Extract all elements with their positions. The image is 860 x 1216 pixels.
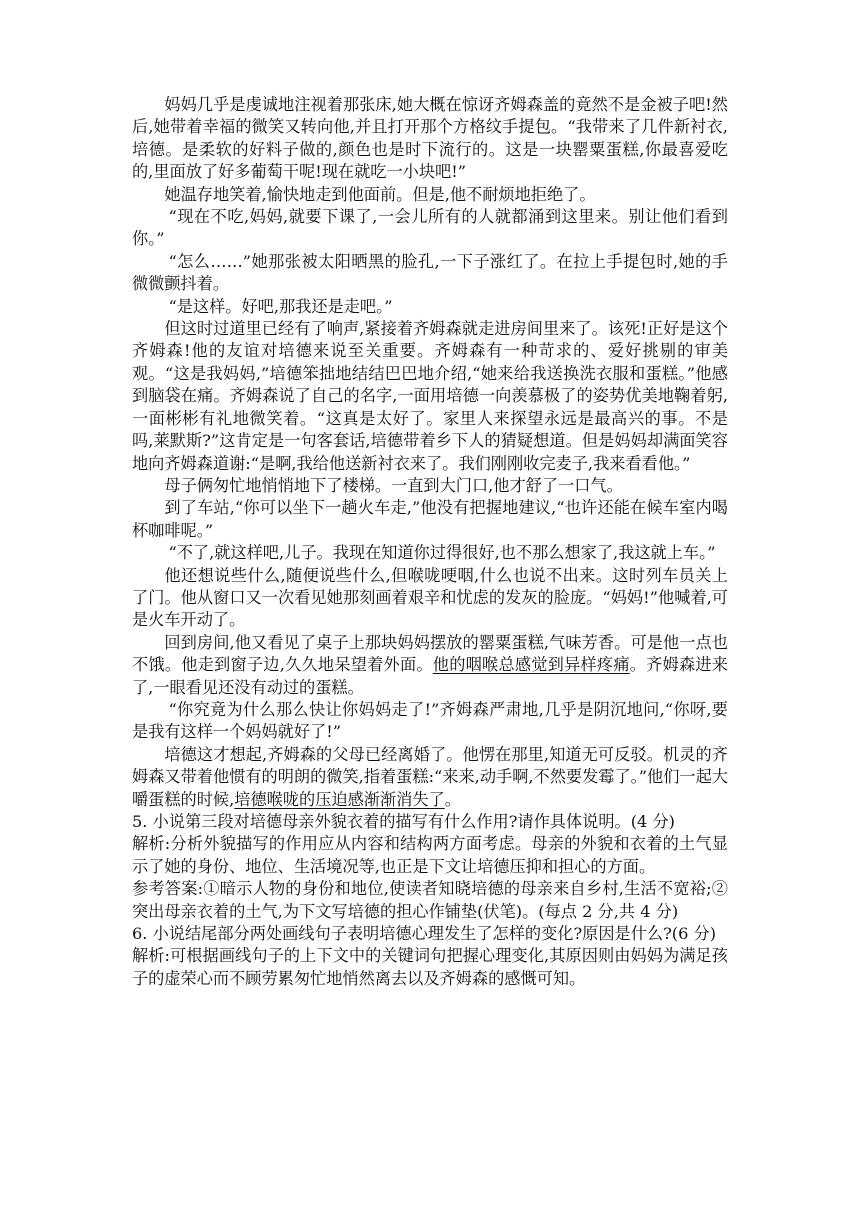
question-5-answer: 参考答案:①暗示人物的身份和地位,使读者知晓培德的母亲来自乡村,生活不宽裕;②突出母亲衣着的土气,为下文写培德的担心作铺垫(伏笔)。(每点 2 分,共 4 分) — [132, 879, 728, 921]
story-paragraph-10: 他还想说些什么,随便说些什么,但喉咙哽咽,什么也说不出来。这时列车员关上了门。他从窗口又一次看见她那刻画着艰辛和忧虑的发灰的脸庞。“妈妈!”他喊着,可是火车开动了。 — [132, 565, 728, 630]
story-paragraph-9: “不了,就这样吧,儿子。我现在知道你过得很好,也不那么想家了,我这就上车。” — [168, 543, 716, 563]
story-paragraph-12: “你究竟为什么那么快让你妈妈走了!”齐姆森严肃地,几乎是阴沉地问,“你呀,要是我有这样一个妈妈就好了!” — [132, 699, 728, 742]
question-6-analysis: 解析:可根据画线句子的上下文中的关键词句把握心理变化,其原因则由妈妈为满足孩子的虚荣心而不顾劳累匆忙地悄然离去以及齐姆森的感慨可知。 — [132, 946, 728, 988]
story-paragraph-11-text-before: 回到房间,他又看见了桌子上那块妈妈摆放的罂粟蛋糕,气味芳香。可是他一点也不饿。他走到窗子边,久久地呆望着外面。 — [132, 632, 728, 675]
underlined-sentence-2: 培德喉咙的压迫感渐渐消失了 — [234, 789, 445, 809]
story-paragraph-8: 到了车站,“你可以坐下一趟火车走,”他没有把握地建议,“也许还能在候车室内喝杯咖啡呢。” — [132, 498, 728, 540]
story-paragraph-11-text-after: 。齐姆森进来了,一眼看见还没有动过的蛋糕。 — [132, 655, 728, 697]
question-5-analysis: 解析:分析外貌描写的作用应从内容和结构两方面考虑。母亲的外貌和衣着的土气显示了她的身份、地位、生活境况等,也正是下文让培德压抑和担心的方面。 — [132, 834, 728, 876]
story-paragraph-1: 妈妈几乎是虔诚地注视着那张床,她大概在惊讶齐姆森盖的竟然不是金被子吧!然后,她带着幸福的微笑又转向他,并且打开那个方格纹手提包。“我带来了几件新衬衣,培德。是柔软的好料子做的,颜色也是时下流行的。这是一块罂粟蛋糕,你最喜爱吃的,里面放了好多葡萄干呢!现在就吃一小块吧!” — [132, 95, 728, 182]
story-paragraph-13-text-after: 。 — [444, 789, 461, 809]
question-6-title: 6. 小说结尾部分两处画线句子表明培德心理发生了怎样的变化?原因是什么?(6 分) — [132, 924, 717, 944]
story-paragraph-4: “怎么……”她那张被太阳晒黑的脸孔,一下子涨红了。在拉上手提包时,她的手微微颤抖着。 — [132, 251, 728, 294]
story-paragraph-2: 她温存地笑着,愉快地走到他面前。但是,他不耐烦地拒绝了。 — [164, 184, 596, 204]
underlined-sentence-1: 他的咽喉总感觉到异样疼痛 — [432, 655, 630, 675]
story-paragraph-3: “现在不吃,妈妈,就要下课了,一会儿所有的人就都涌到这里来。别让他们看到你。” — [132, 207, 728, 249]
story-paragraph-11 — [132, 632, 728, 699]
story-paragraph-5: “是这样。好吧,那我还是走吧。” — [168, 296, 393, 316]
story-paragraph-7: 母子俩匆忙地悄悄地下了楼梯。一直到大门口,他才舒了一口气。 — [164, 475, 623, 495]
question-5-title: 5. 小说第三段对培德母亲外貌衣着的描写有什么作用?请作具体说明。(4 分) — [132, 812, 675, 831]
story-paragraph-13-text-before: 培德这才想起,齐姆森的父母已经离婚了。他愣在那里,知道无可反驳。机灵的齐姆森又带着他惯有的明朗的微笑,指着蛋糕:“来来,动手啊,不然要发霉了。”他们一起大嚼蛋糕的时候, — [132, 744, 728, 809]
story-paragraph-13 — [132, 744, 728, 811]
story-paragraph-6: 但这时过道里已经有了响声,紧接着齐姆森就走进房间里来了。该死!正好是这个齐姆森!他的友谊对培德来说至关重要。齐姆森有一种苛求的、爱好挑剔的审美观。“这是我妈妈,”培德笨拙地结结巴巴地介绍,“她来给我送换洗衣服和蛋糕。”他感到脑袋在痛。齐姆森说了自己的名字,一面用培德一向羡慕极了的姿势优美地鞠着躬,一面彬彬有礼地微笑着。“这真是太好了。家里人来探望永远是最高兴的事。不是吗,莱默斯?”这肯定是一句客套话,培德带着乡下人的猜疑想道。但是妈妈却满面笑容地向齐姆森道谢:“是啊,我给他送新衬衣来了。我们刚刚收完麦子,我来看看他。” — [132, 319, 728, 473]
document-body — [132, 94, 728, 990]
